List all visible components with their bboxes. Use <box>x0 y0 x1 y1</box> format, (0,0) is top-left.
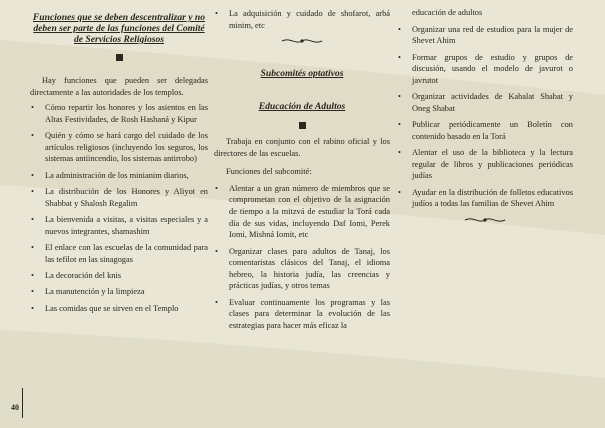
page-rule <box>22 388 23 418</box>
functions-label: Funciones del subcomité: <box>226 167 312 177</box>
list-item: • La bienvenida a visitas, a visitas especiales y a nuevos integrantes, shamashim <box>30 214 208 237</box>
list-item: • Organizar actividades de Kabalat Shabat y Oneg Shabat <box>397 91 573 114</box>
list-item: • Formar grupos de estudio y grupos de discusión, usando el modelo de javurot o javrutot <box>397 52 573 87</box>
list-item: • La distribución de los Honores y Aliyot en Shabbat y Shalosh Regalim <box>30 186 208 209</box>
list-item: • Publicar periódicamente un Boletín con contenido basado en la Torá <box>397 119 573 142</box>
list-item: • La decoración del knis <box>30 270 208 282</box>
list-item: • Alentar el uso de la biblioteca y la lectura regular de libros y publicaciones periódicas judías <box>397 147 573 182</box>
square-ornament <box>299 122 306 129</box>
list-item: • La manutención y la limpieza <box>30 286 208 298</box>
list-item: • Organizar una red de estudios para la mujer de Shevet Ahim <box>397 24 573 47</box>
col1-intro: Hay funciones que pueden ser delegadas directamente a las autoridades de los templos. <box>30 76 208 97</box>
col2-list <box>214 183 390 332</box>
background-band-lower <box>0 330 605 428</box>
col3-list <box>397 24 573 210</box>
heading-decentralize: Funciones que se deben descentralizar y no deben ser parte de las funciones del Comité de Servicios Religiosos <box>32 12 206 45</box>
col3-continuation: educación de adultos <box>412 8 483 17</box>
col2-intro: Trabaja en conjunto con el rabino oficial y los directores de las escuelas. <box>214 136 390 158</box>
heading-adult-education: Educación de Adultos <box>258 100 346 112</box>
flourish-ornament <box>463 215 507 225</box>
list-item: • Evaluar continuamente los programas y las clases para determinar la evolución de las estrategias para hacer más eficaz la <box>214 297 390 332</box>
list-item: • La adquisición y cuidado de shofarot, arbá minim, etc <box>214 8 390 31</box>
column-3 <box>397 0 573 225</box>
column-2 <box>214 0 390 336</box>
list-item: • Ayudar en la distribución de folletos educativos judíos a todas las familias de Shevet Ahim <box>397 187 573 210</box>
list-item: • Alentar a un gran número de miembros que se comprometan con el objetivo de la asignación de tiempo a la mitzvá de estudiar la Torá cada día de sus vidas, incluyendo Daf Iomi, Perek Iomi, Mishná Iomit, etc <box>214 183 390 241</box>
list-item: • La administración de los minianim diarios, <box>30 170 208 182</box>
list-item: • Las comidas que se sirven en el Templo <box>30 303 208 315</box>
column-1 <box>30 0 208 319</box>
square-ornament <box>116 54 123 61</box>
list-item: • Organizar clases para adultos de Tanaj, los comentaristas clásicos del Tanaj, el idioma hebreo, la historia judía, las creencias y prácticas judías, y otros temas <box>214 246 390 292</box>
page-number: 40 <box>11 403 19 412</box>
col1-list <box>30 102 208 314</box>
list-item: • Quién y cómo se hará cargo del cuidado de los artículos religiosos (incluyendo los seguros, los sistemas antiincendio, los sistemas antirrobo) <box>30 130 208 165</box>
col2-top-list <box>214 8 390 31</box>
heading-optional-subcommittees: Subcomités optativos <box>260 67 344 79</box>
list-item: • El enlace con las escuelas de la comunidad para las tefilot en las sinagogas <box>30 242 208 265</box>
list-item: • Cómo repartir los honores y los asientos en las Altas Festividades, de Rosh Hashaná y Kipur <box>30 102 208 125</box>
flourish-ornament <box>280 36 324 46</box>
